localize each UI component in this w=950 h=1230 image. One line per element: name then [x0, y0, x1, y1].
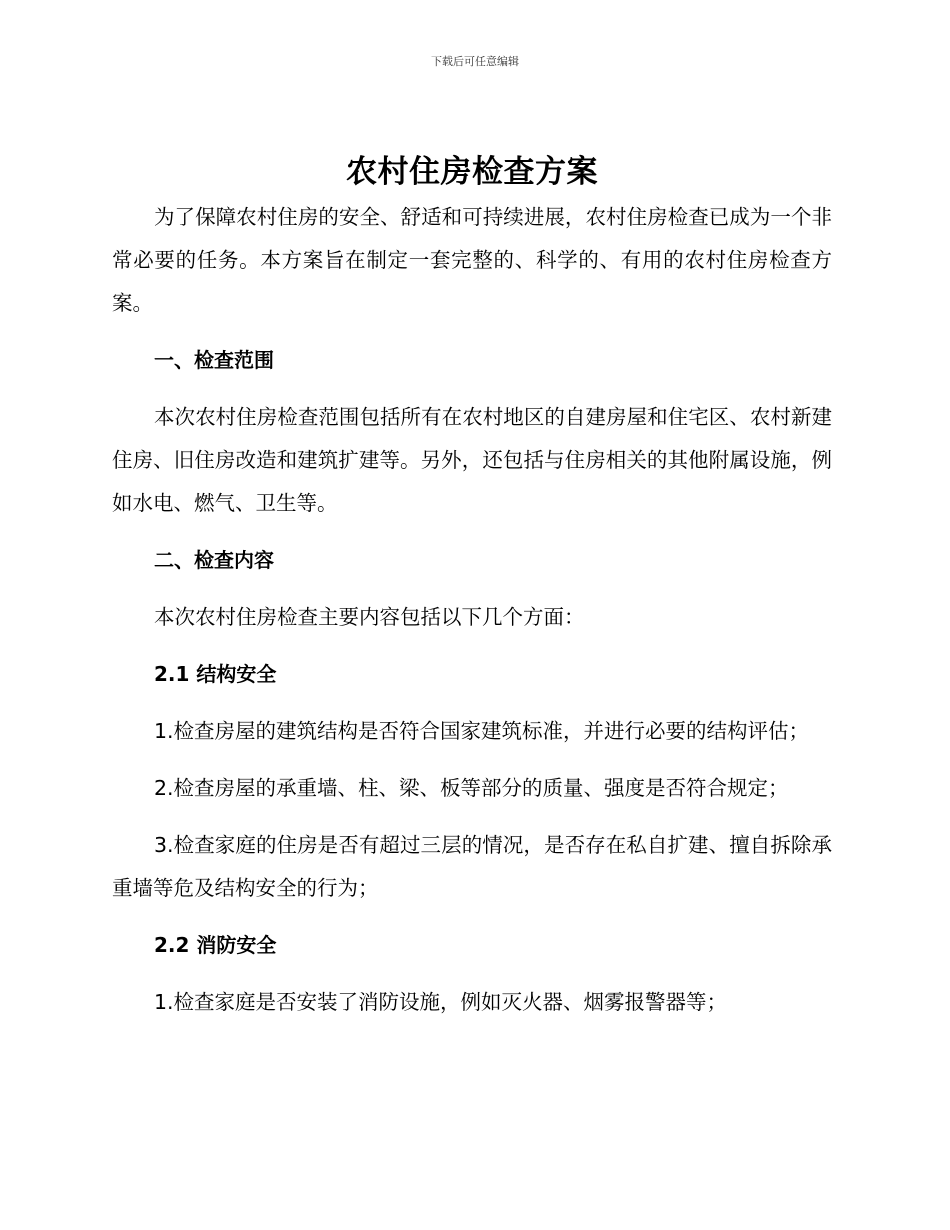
subsection-heading-fire-safety: 2.2 消防安全 [154, 933, 277, 957]
document-body [112, 148, 832, 1024]
list-item: 3.检查家庭的住房是否有超过三层的情况，是否存在私自扩建、擅自拆除承重墙等危及结构安全的行为； [112, 833, 832, 900]
list-item: 1.检查家庭是否安装了消防设施，例如灭火器、烟雾报警器等； [154, 990, 728, 1014]
intro-paragraph: 为了保障农村住房的安全、舒适和可持续进展，农村住房检查已成为一个非常必要的任务。本方案旨在制定一套完整的、科学的、有用的农村住房检查方案。 [112, 205, 832, 315]
section-heading-scope: 一、检查范围 [154, 348, 274, 372]
list-item: 2.检查房屋的承重墙、柱、梁、板等部分的质量、强度是否符合规定； [154, 776, 789, 800]
header-note: 下载后可任意编辑 [431, 55, 519, 68]
subsection-heading-structural-safety: 2.1 结构安全 [154, 662, 277, 686]
list-item: 1.检查房屋的建筑结构是否符合国家建筑标准，并进行必要的结构评估； [154, 719, 810, 743]
section-heading-content: 二、检查内容 [154, 548, 274, 572]
document-title: 农村住房检查方案 [346, 154, 598, 190]
section-body-content: 本次农村住房检查主要内容包括以下几个方面： [154, 605, 585, 629]
section-body-scope: 本次农村住房检查范围包括所有在农村地区的自建房屋和住宅区、农村新建住房、旧住房改造和建筑扩建等。另外，还包括与住房相关的其他附属设施，例如水电、燃气、卫生等。 [112, 405, 832, 515]
